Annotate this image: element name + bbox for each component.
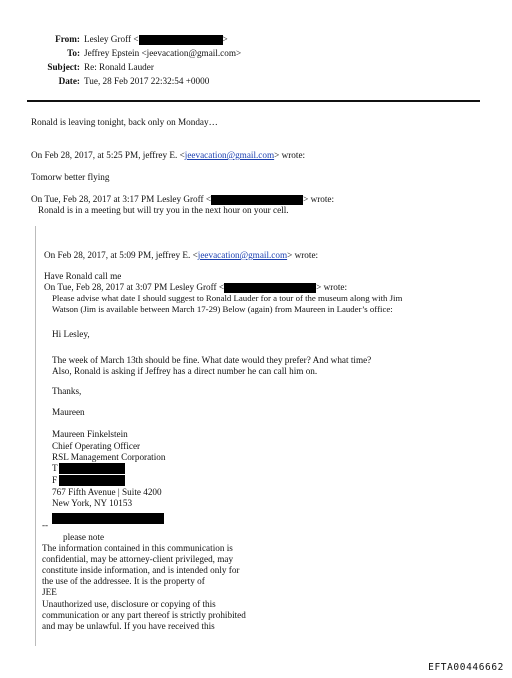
quote-bar xyxy=(35,226,36,646)
redaction-box xyxy=(211,195,303,205)
note-line-3: constitute inside information, and is intended only for xyxy=(42,565,240,575)
date-label: Date: xyxy=(58,76,80,86)
greeting: Hi Lesley, xyxy=(52,329,90,339)
signature-address-1: 767 Fifth Avenue | Suite 4200 xyxy=(52,487,162,497)
email-link[interactable]: jeevacation@gmail.com xyxy=(184,150,275,160)
quote-2-post: > wrote: xyxy=(303,194,335,204)
document-id: EFTA00446662 xyxy=(428,662,504,673)
quote-1-pre: On Feb 28, 2017, at 5:25 PM, jeffrey E. < xyxy=(31,150,185,160)
phone-label: T xyxy=(52,463,58,473)
email-link[interactable]: jeevacation@gmail.com xyxy=(197,250,288,260)
note-title: please note xyxy=(63,532,105,542)
header-divider xyxy=(27,100,480,102)
note-line-1: The information contained in this communication is xyxy=(42,543,233,553)
quote-3-pre: On Feb 28, 2017, at 5:09 PM, jeffrey E. < xyxy=(44,250,198,260)
to-value: Jeffrey Epstein <jeevacation@gmail.com> xyxy=(84,48,242,58)
from-tail: > xyxy=(222,34,228,44)
separator: -- xyxy=(42,520,49,530)
redaction-box xyxy=(52,513,164,524)
note-line-2: confidential, may be attorney-client privileged, may xyxy=(42,554,234,564)
from-name: Lesley Groff < xyxy=(84,34,139,44)
signature-phone xyxy=(52,463,125,474)
note-line-6: Unauthorized use, disclosure or copying of this xyxy=(42,599,216,609)
request-line-1: Please advise what date I should suggest to Ronald Lauder for a tour of the museum along with Jim xyxy=(52,293,403,303)
signature-email-redaction xyxy=(52,509,164,527)
request-line-2: Watson (Jim is available between March 17-29) Below (again) from Maureen in Lauder’s office: xyxy=(52,304,393,314)
quote-header-3 xyxy=(44,250,318,261)
signature-address-2: New York, NY 10153 xyxy=(52,498,133,508)
note-line-7: communication or any part thereof is strictly prohibited xyxy=(42,610,246,620)
signature-name: Maureen Finkelstein xyxy=(52,429,128,439)
quote-2-text: Ronald is in a meeting but will try you in the next hour on your cell. xyxy=(38,205,289,215)
quote-4-pre: On Tue, Feb 28, 2017 at 3:07 PM Lesley Groff < xyxy=(44,282,225,292)
redaction-box xyxy=(139,35,223,45)
note-line-5: JEE xyxy=(42,587,57,597)
note-line-4: the use of the addressee. It is the property of xyxy=(42,576,205,586)
quote-1-text: Tomorw better flying xyxy=(31,172,110,182)
from-value xyxy=(84,34,228,45)
quote-header-4 xyxy=(44,282,347,293)
redaction-box xyxy=(59,463,125,474)
quote-header-2 xyxy=(31,194,334,205)
quote-header-1 xyxy=(31,150,305,161)
message-line-1: The week of March 13th should be fine. What date would they prefer? And what time? xyxy=(52,355,372,365)
body-first-line: Ronald is leaving tonight, back only on Monday… xyxy=(31,117,218,127)
quote-2-pre: On Tue, Feb 28, 2017 at 3:17 PM Lesley Groff < xyxy=(31,194,212,204)
from-label: From: xyxy=(55,34,80,44)
quote-4-post: > wrote: xyxy=(316,282,348,292)
date-value: Tue, 28 Feb 2017 22:32:54 +0000 xyxy=(84,76,210,86)
to-label: To: xyxy=(67,48,80,58)
note-line-8: and may be unlawful. If you have received this xyxy=(42,621,215,631)
redaction-box xyxy=(59,475,125,486)
redaction-box xyxy=(224,283,316,293)
closing: Thanks, xyxy=(52,386,82,396)
email-header xyxy=(0,34,512,90)
quote-3-post: > wrote: xyxy=(287,250,319,260)
quote-1-post: > wrote: xyxy=(274,150,306,160)
subject-value: Re: Ronald Lauder xyxy=(84,62,154,72)
message-line-2: Also, Ronald is asking if Jeffrey has a direct number he can call him on. xyxy=(52,366,318,376)
signature-fax xyxy=(52,475,125,486)
fax-label: F xyxy=(52,475,58,485)
signature-company: RSL Management Corporation xyxy=(52,452,166,462)
sender-first-name: Maureen xyxy=(52,407,85,417)
subject-label: Subject: xyxy=(47,62,80,72)
signature-title: Chief Operating Officer xyxy=(52,441,141,451)
quote-3-text: Have Ronald call me xyxy=(44,271,122,281)
